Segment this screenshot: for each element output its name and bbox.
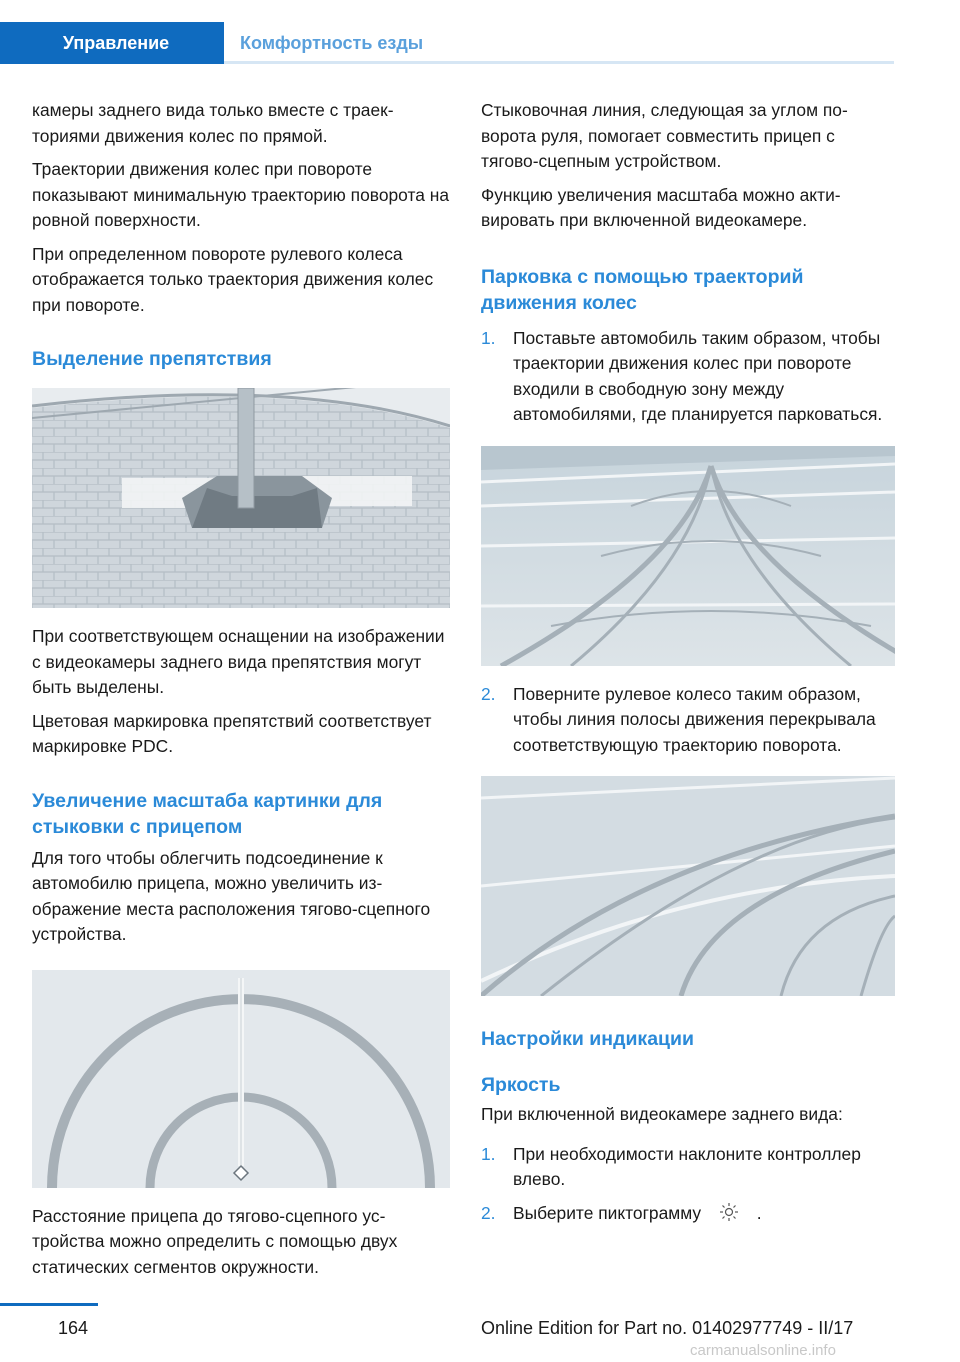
step-number: 1. [481,1143,496,1164]
step-text: Поверните рулевое колесо таким образом, чтобы линия полосы движения перекрывала соответствующую траекторию поворота. [513,683,876,755]
list-item [481,1142,895,1193]
paragraph: Цветовая маркировка препятствий соответствует маркировке PDC. [32,710,432,756]
heading-zoom: Увеличение масштаба картинки для стыковки с прицепом [32,789,383,838]
step-text: Поставьте автомобиль таким образом, чтобы траектории движения колес при повороте входили в свободную зону между автомобилями, где планируется парковаться. [513,327,883,424]
paragraph: Функцию увеличения масштаба можно активировать при включенной видеокамере. [481,184,841,230]
section-tab-comfort: Комфортность езды [224,22,894,64]
list-item [481,326,895,428]
paragraph: При соответствующем оснащении на изображении с видеокамеры заднего вида препятствия могут быть выделены. [32,626,445,697]
list-item [481,1201,895,1227]
parking-trajectory-image [481,446,895,666]
list-item [481,682,895,759]
obstacle-image [32,388,450,608]
step-number: 2. [481,683,496,704]
paragraph: При определенном повороте рулевого колеса отображается только траектория движения колес при повороте. [32,243,434,315]
section-tab-control: Управление [0,22,224,64]
lane-overlap-image [481,776,895,996]
brightness-icon [718,1202,740,1222]
heading-parking: Парковка с помощью траекторий движения колес [481,265,804,314]
step-text-end: . [756,1202,762,1223]
parking-steps-continued [481,682,895,759]
watermark: carmanualsonline.info [690,1342,836,1359]
footer-rule [0,1303,98,1306]
obstacle-illustration [32,388,450,608]
left-column [32,98,450,1288]
heading-display-settings: Настройки индикации [481,1028,694,1050]
right-column [481,98,895,1234]
paragraph: камеры заднего вида только вместе с траекториями движения колес по прямой. [32,100,394,146]
step-text: При необходимости наклоните контроллер влево. [513,1143,861,1189]
step-number: 2. [481,1202,496,1223]
step-text: Выберите пиктограмму [513,1202,702,1223]
parking-steps [481,326,895,428]
step-number: 1. [481,327,496,348]
parking-trajectory-illustration [481,446,895,666]
paragraph: Стыковочная линия, следующая за углом поворота руля, помогает совместить прицеп с тягово-сцепным устройством. [481,100,848,171]
trailer-zoom-illustration [32,970,450,1188]
lane-overlap-illustration [481,776,895,996]
trailer-zoom-image [32,970,450,1188]
page-header [0,0,960,64]
heading-brightness: Яркость [481,1074,561,1096]
edition-note: Online Edition for Part no. 01402977749 - II/17 [481,1318,854,1338]
heading-obstacle: Выделение препятствия [32,348,272,370]
page-number: 164 [58,1318,89,1338]
paragraph: Траектории движения колес при повороте показывают минимальную траекторию поворота на ровной поверхности. [32,159,450,230]
paragraph: Для того чтобы облегчить подсоединение к автомобилю прицепа, можно увеличить изображение места расположения тягово-сцепного устройства. [32,847,431,944]
brightness-steps [481,1142,895,1227]
paragraph: При включенной видеокамере заднего вида: [481,1104,843,1124]
paragraph: Расстояние прицепа до тягово-сцепного устройства можно определить с помощью двух статических сегментов окружности. [32,1205,398,1277]
